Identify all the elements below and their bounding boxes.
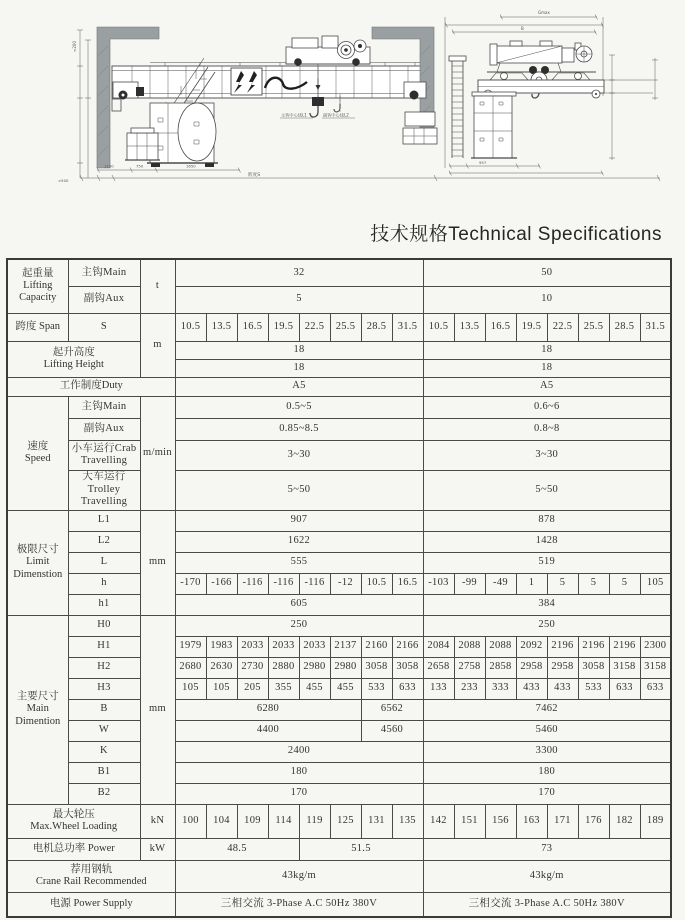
spec-value-cell: 主钩Main (68, 396, 140, 418)
spec-value-cell: 5 (609, 573, 640, 594)
table-row (7, 804, 671, 838)
spec-value-cell: 156 (485, 804, 516, 838)
spec-value-cell: 2160 (361, 636, 392, 657)
spec-value-cell: 105 (206, 678, 237, 699)
table-row (7, 892, 671, 917)
spec-value-cell: 7462 (423, 699, 671, 720)
table-row (7, 313, 671, 341)
ladder-icon (449, 56, 466, 158)
spec-value-cell: 50 (423, 259, 671, 286)
page-title: 技术规格Technical Specifications (370, 224, 662, 245)
spec-value-cell: 18 (423, 341, 671, 359)
table-row (7, 531, 671, 552)
table-row (7, 699, 671, 720)
spec-value-cell: 114 (268, 804, 299, 838)
spec-value-cell: 555 (175, 552, 423, 573)
spec-value-cell: A5 (175, 377, 423, 396)
spec-label-cell: 工作制度Duty (7, 377, 175, 396)
spec-value-cell: -116 (268, 573, 299, 594)
table-row (7, 741, 671, 762)
spec-value-cell: 小车运行Crab Travelling (68, 440, 140, 470)
spec-value-cell: 28.5 (361, 313, 392, 341)
end-bottom-dim-label: 957 (479, 160, 487, 165)
spec-value-cell: 5 (578, 573, 609, 594)
lightning-warning-box (231, 68, 262, 95)
spec-value-cell: 43kg/m (423, 860, 671, 892)
table-row (7, 510, 671, 531)
table-row (7, 418, 671, 440)
spec-value-cell: 104 (206, 804, 237, 838)
spec-value-cell: mm (140, 615, 175, 804)
spec-value-cell: h1 (68, 594, 140, 615)
spec-value-cell: 250 (175, 615, 423, 636)
spec-label-cell: 最大轮压 Max.Wheel Loading (7, 804, 140, 838)
spec-value-cell: S (68, 313, 140, 341)
spec-value-cell: 189 (640, 804, 671, 838)
table-row (7, 783, 671, 804)
spec-value-cell: 2033 (299, 636, 330, 657)
spec-value-cell: 1983 (206, 636, 237, 657)
spec-value-cell: 18 (423, 359, 671, 377)
spec-value-cell: 233 (454, 678, 485, 699)
spec-value-cell: 3158 (640, 657, 671, 678)
table-row (7, 860, 671, 892)
table-row (7, 594, 671, 615)
table-row (7, 636, 671, 657)
table-row (7, 470, 671, 510)
spec-value-cell: 13.5 (454, 313, 485, 341)
spec-value-cell: 384 (423, 594, 671, 615)
dim-750-label: 750 (136, 163, 144, 169)
crane-drawing-svg (0, 0, 685, 212)
spec-value-cell: 142 (423, 804, 454, 838)
spec-value-cell: 109 (237, 804, 268, 838)
spec-value-cell: L2 (68, 531, 140, 552)
spec-value-cell: kN (140, 804, 175, 838)
table-row (7, 573, 671, 594)
spec-value-cell: 16.5 (485, 313, 516, 341)
spec-value-cell: 3058 (578, 657, 609, 678)
spec-label-cell: 起升高度 Lifting Height (7, 341, 140, 377)
spec-value-cell: 180 (423, 762, 671, 783)
spec-value-cell: 180 (175, 762, 423, 783)
spec-value-cell: 0.8~8 (423, 418, 671, 440)
spec-value-cell: 10 (423, 286, 671, 313)
spec-value-cell: 2033 (268, 636, 299, 657)
spec-value-cell: 48.5 (175, 838, 299, 860)
spec-value-cell: 633 (640, 678, 671, 699)
spec-value-cell: -12 (330, 573, 361, 594)
spec-value-cell: 5 (547, 573, 578, 594)
table-row (7, 396, 671, 418)
spec-value-cell: 三相交流 3-Phase A.C 50Hz 380V (175, 892, 423, 917)
spec-value-cell: 1622 (175, 531, 423, 552)
table-row (7, 762, 671, 783)
spec-value-cell: 2730 (237, 657, 268, 678)
end-view (445, 10, 658, 176)
span-dim-label: 跨度S (248, 173, 261, 178)
spec-value-cell: 73 (423, 838, 671, 860)
spec-value-cell: H0 (68, 615, 140, 636)
spec-value-cell: 大车运行 Trolley Travelling (68, 470, 140, 510)
spec-label-cell: 跨度 Span (7, 313, 68, 341)
spec-value-cell: 16.5 (392, 573, 423, 594)
table-row (7, 286, 671, 313)
spec-value-cell: 2980 (330, 657, 361, 678)
spec-value-cell: B2 (68, 783, 140, 804)
spec-value-cell: kW (140, 838, 175, 860)
table-row (7, 377, 671, 396)
spec-value-cell: 163 (516, 804, 547, 838)
spec-value-cell: 28.5 (609, 313, 640, 341)
spec-value-cell: h (68, 573, 140, 594)
spec-value-cell: 105 (640, 573, 671, 594)
spec-value-cell: 10.5 (361, 573, 392, 594)
spec-value-cell: 2196 (547, 636, 578, 657)
spec-value-cell: 171 (547, 804, 578, 838)
spec-value-cell: 1 (516, 573, 547, 594)
spec-value-cell: 2084 (423, 636, 454, 657)
spec-value-cell: 2630 (206, 657, 237, 678)
spec-value-cell: 31.5 (640, 313, 671, 341)
spec-value-cell: 31.5 (392, 313, 423, 341)
spec-value-cell: 2166 (392, 636, 423, 657)
spec-label-cell: 电源 Power Supply (7, 892, 175, 917)
spec-value-cell: 2880 (268, 657, 299, 678)
table-row (7, 552, 671, 573)
spec-value-cell: 51.5 (299, 838, 423, 860)
spec-value-cell: 633 (392, 678, 423, 699)
spec-value-cell: 三相交流 3-Phase A.C 50Hz 380V (423, 892, 671, 917)
spec-value-cell: 32 (175, 259, 423, 286)
crane-drawing (0, 0, 685, 212)
aux-hook-centerline-label: 副钩中心线L2 (323, 112, 349, 118)
spec-value-cell: 13.5 (206, 313, 237, 341)
spec-value-cell: 43kg/m (175, 860, 423, 892)
spec-value-cell: 131 (361, 804, 392, 838)
spec-value-cell: 119 (299, 804, 330, 838)
spec-value-cell: 2088 (454, 636, 485, 657)
spec-value-cell: 2400 (175, 741, 423, 762)
spec-value-cell: 22.5 (299, 313, 330, 341)
spec-value-cell: 433 (547, 678, 578, 699)
spec-value-cell: 6280 (175, 699, 361, 720)
table-row (7, 720, 671, 741)
dim-1650-label: 1650 (186, 163, 196, 169)
spec-value-cell: 605 (175, 594, 423, 615)
spec-value-cell: 3~30 (175, 440, 423, 470)
spec-value-cell: K (68, 741, 140, 762)
spec-value-cell: -166 (206, 573, 237, 594)
spec-value-cell: A5 (423, 377, 671, 396)
spec-value-cell: 133 (423, 678, 454, 699)
spec-value-cell: 455 (299, 678, 330, 699)
spec-value-cell: 2958 (516, 657, 547, 678)
spec-value-cell: W (68, 720, 140, 741)
spec-value-cell: 2758 (454, 657, 485, 678)
spec-value-cell: 3058 (392, 657, 423, 678)
spec-value-cell: 主钩Main (68, 259, 140, 286)
spec-value-cell: 5 (175, 286, 423, 313)
spec-value-cell: 355 (268, 678, 299, 699)
main-hook-centerline-label: 主钩中心线L1 (281, 112, 307, 118)
spec-value-cell: mm (140, 510, 175, 615)
spec-value-cell: 16.5 (237, 313, 268, 341)
spec-value-cell: 2196 (609, 636, 640, 657)
end-top-dim-label: Gmax (538, 10, 550, 15)
dim-1150-label: 1150 (104, 163, 114, 169)
spec-label-cell: 电机总功率 Power (7, 838, 140, 860)
spec-value-cell: 250 (423, 615, 671, 636)
spec-value-cell: 105 (175, 678, 206, 699)
spec-value-cell: H2 (68, 657, 140, 678)
spec-value-cell: -170 (175, 573, 206, 594)
spec-value-cell: 18 (175, 341, 423, 359)
spec-value-cell: 5~50 (423, 470, 671, 510)
spec-value-cell: 2980 (299, 657, 330, 678)
spec-value-cell: 176 (578, 804, 609, 838)
table-row (7, 615, 671, 636)
spec-value-cell: 205 (237, 678, 268, 699)
spec-value-cell: 907 (175, 510, 423, 531)
spec-label-cell: 起重量 Lifting Capacity (7, 259, 68, 313)
spec-value-cell: t (140, 259, 175, 313)
spec-value-cell: 19.5 (516, 313, 547, 341)
spec-value-cell: 2088 (485, 636, 516, 657)
spec-value-cell: L1 (68, 510, 140, 531)
spec-value-cell: -49 (485, 573, 516, 594)
cab-end (471, 92, 517, 158)
spec-value-cell: 25.5 (578, 313, 609, 341)
spec-value-cell: 533 (578, 678, 609, 699)
table-row (7, 341, 671, 359)
spec-value-cell: 100 (175, 804, 206, 838)
spec-value-cell: 2680 (175, 657, 206, 678)
spec-value-cell: 2092 (516, 636, 547, 657)
dim-500-label: ≈500 (58, 178, 69, 183)
spec-value-cell: 2033 (237, 636, 268, 657)
spec-value-cell: 333 (485, 678, 516, 699)
spec-value-cell: -116 (299, 573, 330, 594)
spec-value-cell: 170 (423, 783, 671, 804)
spec-value-cell: 2658 (423, 657, 454, 678)
table-row (7, 678, 671, 699)
spec-value-cell: m/min (140, 396, 175, 510)
spec-value-cell: 22.5 (547, 313, 578, 341)
spec-value-cell: 4400 (175, 720, 361, 741)
spec-value-cell: 0.85~8.5 (175, 418, 423, 440)
spec-value-cell: 519 (423, 552, 671, 573)
spec-value-cell: 10.5 (423, 313, 454, 341)
spec-value-cell: L (68, 552, 140, 573)
spec-value-cell: 1428 (423, 531, 671, 552)
spec-label-cell: 主要尺寸 Main Dimention (7, 615, 68, 804)
spec-value-cell: 2858 (485, 657, 516, 678)
spec-value-cell: B1 (68, 762, 140, 783)
spec-value-cell: 0.5~5 (175, 396, 423, 418)
spec-value-cell: 3300 (423, 741, 671, 762)
spec-value-cell: 25.5 (330, 313, 361, 341)
spec-value-cell: 2958 (547, 657, 578, 678)
spec-label-cell: 速度 Speed (7, 396, 68, 510)
spec-table (6, 258, 672, 918)
spec-label-cell: 极限尺寸 Limit Dimenstion (7, 510, 68, 615)
table-row (7, 657, 671, 678)
spec-value-cell: 5460 (423, 720, 671, 741)
spec-value-cell: 3~30 (423, 440, 671, 470)
spec-label-cell: 荐用钢轨 Crane Rail Recommended (7, 860, 175, 892)
end-mid-dim-label: B (521, 26, 524, 31)
spec-value-cell: 455 (330, 678, 361, 699)
spec-value-cell: 3158 (609, 657, 640, 678)
main-hook-icon (310, 106, 318, 117)
spec-value-cell: 2300 (640, 636, 671, 657)
spec-value-cell: 633 (609, 678, 640, 699)
spec-value-cell: 2137 (330, 636, 361, 657)
height-dim-label: ≈200 (72, 41, 77, 52)
spec-value-cell: 2196 (578, 636, 609, 657)
spec-value-cell: 3058 (361, 657, 392, 678)
spec-value-cell: 170 (175, 783, 423, 804)
spec-value-cell: 125 (330, 804, 361, 838)
aux-hook-icon (334, 104, 340, 112)
spec-value-cell: 878 (423, 510, 671, 531)
spec-value-cell: 182 (609, 804, 640, 838)
spec-value-cell: 135 (392, 804, 423, 838)
table-row (7, 838, 671, 860)
spec-table-body (7, 259, 671, 917)
spec-value-cell: -116 (237, 573, 268, 594)
spec-value-cell: 18 (175, 359, 423, 377)
spec-value-cell: 副钩Aux (68, 286, 140, 313)
spec-value-cell: m (140, 313, 175, 377)
spec-value-cell: 19.5 (268, 313, 299, 341)
table-row (7, 440, 671, 470)
spec-value-cell: -99 (454, 573, 485, 594)
spec-value-cell: 1979 (175, 636, 206, 657)
spec-value-cell: -103 (423, 573, 454, 594)
spec-value-cell: 10.5 (175, 313, 206, 341)
spec-value-cell: 副钩Aux (68, 418, 140, 440)
spec-value-cell: H3 (68, 678, 140, 699)
spec-value-cell: 433 (516, 678, 547, 699)
spec-value-cell: 6562 (361, 699, 423, 720)
spec-value-cell: 5~50 (175, 470, 423, 510)
spec-value-cell: 533 (361, 678, 392, 699)
spec-value-cell: 4560 (361, 720, 423, 741)
spec-value-cell: 0.6~6 (423, 396, 671, 418)
spec-value-cell: 151 (454, 804, 485, 838)
table-row (7, 259, 671, 286)
crab-trolley-side (286, 36, 370, 66)
spec-value-cell: B (68, 699, 140, 720)
spec-value-cell: H1 (68, 636, 140, 657)
